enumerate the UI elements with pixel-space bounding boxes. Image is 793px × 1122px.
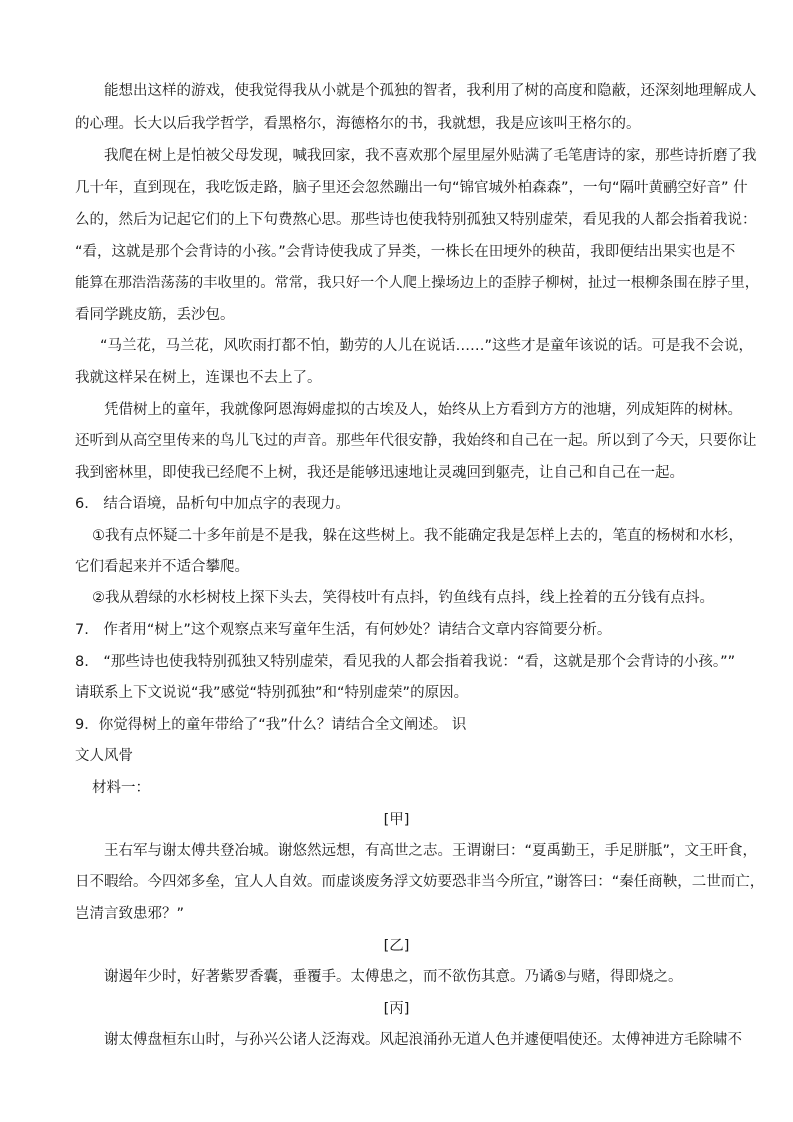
text-line: 我到密林里，即使我已经爬不上树，我还是能够迅速地让灵魂回到躯壳，让自己和自己在一起。 bbox=[75, 465, 684, 481]
question-6: 6. 结合语境，品析句中加点字的表现力。 bbox=[75, 496, 350, 512]
text-line: 日不暇给。今四郊多垒，宜人人自效。而虚谈废务浮文妨要恐非当今所宜，”谢答曰：“秦任商鞅，二世而亡， bbox=[75, 874, 765, 890]
text-line: 凭借树上的童年，我就像阿恩海姆虚拟的古埃及人，始终从上方看到方方的池塘，列成矩阵的树林。 bbox=[104, 402, 742, 418]
section-marker-jia: [甲] bbox=[383, 812, 410, 828]
text-line: 能算在那浩浩荡荡的丰收里的。常常，我只好一个人爬上操场边上的歪脖子柳树，扯过一根柳条围在脖子里， bbox=[75, 275, 760, 291]
question-9: 9．你觉得树上的童年带给了“我”什么？请结合全文阐述。 识 bbox=[75, 717, 467, 733]
question-7: 7. 作者用“树上”这个观察点来写童年生活，有何妙处？请结合文章内容简要分析。 bbox=[75, 622, 612, 638]
question-6-item-2: ②我从碧绿的水杉树枝上探下头去，笑得枝叶有点抖，钓鱼线有点抖，线上拴着的五分钱有点抖。 bbox=[92, 590, 714, 606]
text-line: 看同学跳皮筋，丢沙包。 bbox=[75, 307, 235, 323]
text-line: 王右军与谢太傅共登冶城。谢悠然远想，有高世之志。王谓谢曰：“夏禹勤王，手足胼胝”，文王旰食， bbox=[104, 843, 758, 859]
text-line: 谢太傅盘桓东山时，与孙兴公诸人泛海戏。风起浪涌孙无道人色并遽便唱使还。太傅神进方毛除啸不 bbox=[104, 1032, 742, 1048]
section-marker-bing: [丙] bbox=[383, 1001, 410, 1017]
text-line: 能想出这样的游戏，使我觉得我从小就是个孤独的智者，我利用了树的高度和隐蔽，还深刻地理解成人 bbox=[104, 83, 757, 99]
text-line: 它们看起来并不适合攀爬。 bbox=[75, 559, 249, 575]
text-line: 几十年，直到现在，我吃饭走路，脑子里还会忽然蹦出一句“锦官城外柏森森”，一句“隔叶黄鹂空好音” 什 bbox=[75, 180, 748, 196]
text-line: 么的，然后为记起它们的上下句费熬心思。那些诗也使我特别孤独又特别虚荣，看见我的人都会指着我说： bbox=[75, 212, 757, 228]
section-marker-yi: [乙] bbox=[383, 938, 410, 954]
text-line: 我就这样呆在树上，连课也不去上了。 bbox=[75, 370, 322, 386]
text-line: 的心理。长大以后我学哲学，看黑格尔，海德格尔的书，我就想，我是应该叫王格尔的。 bbox=[75, 116, 641, 132]
text-line: “马兰花，马兰花，风吹雨打都不怕，勤劳的人儿在说话……”这些才是童年该说的话。可是我不会说， bbox=[100, 338, 754, 354]
section-heading: 文人风骨 bbox=[75, 748, 133, 764]
text-line: 还听到从高空里传来的鸟儿飞过的声音。那些年代很安静，我始终和自己在一起。所以到了今天，只要你让 bbox=[75, 433, 757, 449]
question-6-item-1: ①我有点怀疑二十多年前是不是我，躲在这些树上。我不能确定我是怎样上去的，笔直的杨树和水杉， bbox=[92, 528, 743, 544]
text-line: 我爬在树上是怕被父母发现，喊我回家，我不喜欢那个屋里屋外贴满了毛笔唐诗的家，那些诗折磨了我 bbox=[104, 148, 757, 164]
text-line: 岂清言致患邪？” bbox=[75, 906, 185, 922]
text-line: 请联系上下文说说“我”感觉“特别孤独”和“特别虚荣”的原因。 bbox=[75, 685, 469, 701]
material-label: 材料一： bbox=[92, 780, 150, 796]
text-line: 谢遏年少时，好著紫罗香囊，垂覆手。太傅患之，而不欲伤其意。乃谲⑤与赌，得即烧之。 bbox=[104, 969, 683, 985]
text-line: “看，这就是那个会背诗的小孩。”会背诗使我成了异类，一株长在田埂外的秧苗，我即便结出果实也是不 bbox=[75, 244, 736, 260]
question-8: 8. “那些诗也使我特别孤独又特别虚荣，看见我的人都会指着我说：“看，这就是那个会背诗的小孩。”” bbox=[75, 654, 736, 670]
